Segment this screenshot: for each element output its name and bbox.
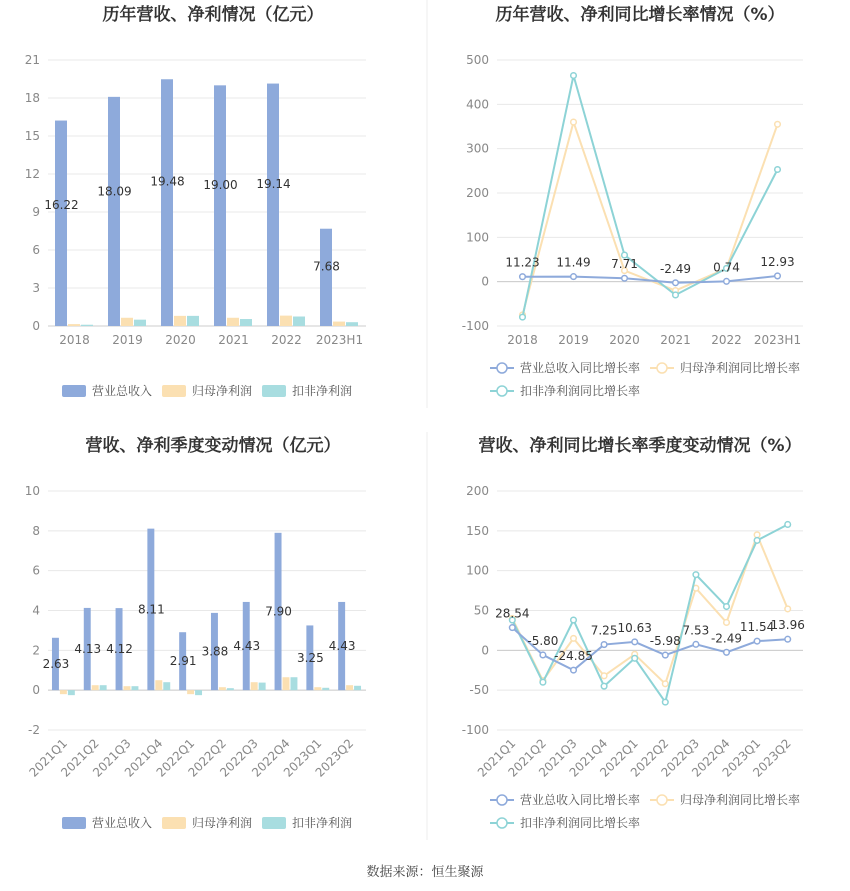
bar-data-label: 2.91: [169, 654, 197, 669]
legend-label: 归母净利润同比增长率: [680, 793, 801, 807]
y-tick-label: 21: [24, 53, 40, 67]
y-tick-label: 150: [466, 523, 489, 538]
bar-net-profit: [219, 687, 226, 690]
line-data-label: 10.63: [617, 620, 652, 635]
series-point: [785, 636, 791, 642]
series-point: [571, 667, 577, 673]
series-point: [754, 532, 760, 538]
x-tick-label: 2022Q1: [597, 736, 641, 780]
line-data-label: -5.98: [649, 634, 681, 649]
bar-deducted-profit: [240, 319, 252, 326]
x-tick-label: 2022: [711, 333, 742, 347]
y-tick-label: 0: [481, 274, 489, 289]
bar-deducted-profit: [68, 690, 75, 695]
line-data-label: 0.74: [713, 260, 740, 275]
y-tick-label: 400: [466, 97, 489, 112]
y-tick-label: 300: [466, 141, 489, 156]
bar-data-label: 16.22: [44, 197, 79, 212]
legend-marker: [497, 386, 507, 396]
legend-label: 扣非净利润: [292, 816, 353, 830]
series-point: [571, 119, 577, 125]
bar-net-profit: [92, 685, 99, 690]
series-point: [571, 617, 577, 623]
line-data-label: 11.54: [739, 620, 775, 635]
series-point: [754, 638, 760, 644]
bar-net-profit: [314, 687, 321, 690]
series-point: [693, 642, 699, 648]
y-tick-label: 200: [466, 186, 489, 200]
x-tick-label: 2023Q2: [750, 736, 794, 780]
series-point: [540, 679, 546, 685]
bar-data-label: 7.90: [265, 604, 292, 619]
series-point: [724, 620, 730, 626]
y-tick-label: 12: [24, 167, 40, 181]
series-point: [571, 636, 577, 642]
series-point: [571, 274, 577, 280]
x-tick-label: 2022Q3: [217, 736, 261, 780]
legend-swatch: [162, 385, 186, 397]
x-tick-label: 2021Q3: [536, 736, 580, 780]
bar-data-label: 4.13: [74, 642, 102, 657]
bar-deducted-profit: [100, 685, 107, 690]
line-data-label: -2.49: [710, 631, 743, 646]
bar-deducted-profit: [290, 677, 297, 690]
series-point: [571, 73, 577, 79]
y-tick-label: 50: [473, 603, 489, 618]
x-tick-label: 2021: [660, 333, 691, 347]
bar-data-label: 7.68: [313, 259, 340, 274]
series-point: [775, 121, 781, 127]
y-tick-label: 6: [32, 243, 40, 257]
y-tick-label: 0: [32, 319, 40, 333]
x-tick-label: 2022Q2: [185, 736, 230, 780]
bar-data-label: 8.11: [137, 602, 165, 617]
series-point: [632, 656, 638, 662]
y-tick-label: 0: [481, 643, 489, 658]
bar-data-label: 4.43: [233, 639, 261, 654]
legend-label: 营业总收入: [92, 384, 153, 398]
legend-marker: [657, 363, 667, 373]
bar-net-profit: [124, 686, 131, 690]
x-tick-label: 2021Q4: [121, 736, 166, 780]
series-point: [693, 572, 699, 578]
series-point: [601, 673, 607, 679]
y-tick-label: 2: [32, 643, 40, 658]
x-tick-label: 2021Q3: [90, 736, 134, 780]
bar-net-profit: [174, 316, 186, 326]
legend-marker: [497, 363, 507, 373]
series-line-deducted-profit: [512, 524, 787, 702]
x-tick-label: 2019: [558, 333, 589, 347]
bar-net-profit: [280, 316, 292, 326]
bar-revenue: [161, 79, 173, 326]
annual-growth-rate-chart: [462, 4, 803, 398]
series-point: [520, 314, 526, 320]
bar-net-profit: [155, 680, 162, 690]
line-data-label: -5.80: [527, 633, 559, 648]
quarterly-revenue-profit-chart: [25, 435, 366, 830]
x-tick-label: 2021Q2: [58, 736, 102, 780]
x-tick-label: 2020: [165, 333, 196, 347]
chart-title: 营收、净利季度变动情况（亿元）: [85, 436, 341, 456]
legend-label: 营业总收入: [92, 816, 153, 830]
series-point: [785, 522, 791, 528]
line-data-label: 7.53: [682, 623, 710, 638]
y-tick-label: 9: [32, 205, 40, 219]
series-line-net-profit: [523, 122, 778, 315]
line-data-label: 13.96: [770, 618, 805, 633]
series-point: [775, 273, 781, 279]
line-data-label: 28.54: [495, 606, 530, 621]
series-point: [724, 604, 730, 610]
x-tick-label: 2023Q2: [312, 736, 357, 780]
bar-net-profit: [227, 318, 239, 326]
x-tick-label: 2021: [218, 333, 249, 347]
y-tick-label: 4: [32, 603, 40, 618]
x-tick-label: 2018: [59, 333, 90, 347]
legend-label: 扣非净利润同比增长率: [520, 816, 641, 830]
data-source-note: 数据来源：恒生聚源: [366, 865, 484, 880]
chart-title: 历年营收、净利情况（亿元）: [102, 5, 324, 25]
bar-data-label: 4.43: [328, 639, 356, 654]
series-point: [724, 279, 730, 285]
series-point: [540, 652, 546, 658]
legend-swatch: [162, 817, 186, 829]
y-tick-label: -100: [461, 723, 489, 737]
chart-title: 营收、净利同比增长率季度变动情况（%）: [478, 436, 802, 456]
legend-marker: [497, 795, 507, 805]
bar-revenue: [320, 229, 332, 326]
bar-net-profit: [333, 322, 345, 326]
bar-net-profit: [187, 690, 194, 694]
y-tick-label: 100: [466, 563, 489, 578]
x-tick-label: 2020: [609, 333, 640, 347]
series-point: [520, 274, 526, 280]
series-point: [754, 538, 760, 544]
line-data-label: -2.49: [659, 261, 692, 276]
x-tick-label: 2022Q4: [249, 736, 293, 780]
legend-label: 营业总收入同比增长率: [520, 793, 641, 807]
y-tick-label: 8: [32, 523, 40, 538]
y-tick-label: 15: [24, 129, 40, 143]
legend-swatch: [262, 817, 286, 829]
x-tick-label: 2018: [507, 333, 538, 347]
x-tick-label: 2022Q1: [153, 736, 198, 780]
series-point: [673, 280, 679, 286]
bar-data-label: 3.88: [201, 644, 229, 659]
y-tick-label: -2: [28, 723, 40, 737]
y-tick-label: 10: [24, 484, 40, 498]
x-tick-label: 2021Q1: [26, 736, 71, 780]
bar-data-label: 19.00: [203, 177, 238, 192]
y-tick-label: -50: [469, 683, 489, 698]
bar-data-label: 2.63: [42, 656, 70, 671]
bar-revenue: [108, 97, 120, 326]
bar-deducted-profit: [354, 686, 361, 690]
series-point: [622, 275, 628, 281]
y-tick-label: -100: [461, 319, 489, 333]
bar-net-profit: [283, 677, 290, 690]
series-point: [663, 681, 669, 687]
bar-deducted-profit: [227, 688, 234, 690]
quarterly-growth-rate-chart: [462, 435, 805, 830]
bar-data-label: 4.12: [106, 642, 133, 657]
chart-title: 历年营收、净利同比增长率情况（%）: [495, 5, 785, 25]
bar-data-label: 19.48: [150, 174, 185, 189]
series-point: [775, 167, 781, 173]
bar-deducted-profit: [322, 688, 329, 690]
series-point: [663, 652, 669, 658]
bar-data-label: 3.25: [296, 650, 324, 665]
bar-deducted-profit: [195, 690, 202, 695]
legend-swatch: [62, 817, 86, 829]
legend-swatch: [262, 385, 286, 397]
bar-data-label: 19.14: [256, 176, 291, 191]
series-point: [601, 683, 607, 689]
line-data-label: 11.49: [556, 255, 591, 270]
x-tick-label: 2023H1: [315, 333, 364, 347]
x-tick-label: 2022: [271, 333, 302, 347]
x-tick-label: 2023Q1: [280, 736, 325, 780]
x-tick-label: 2021Q2: [505, 736, 550, 780]
series-point: [724, 650, 730, 656]
y-tick-label: 3: [32, 281, 40, 295]
bar-data-label: 18.09: [97, 184, 132, 199]
line-data-label: 12.93: [760, 254, 795, 269]
y-tick-label: 6: [32, 563, 40, 578]
legend-label: 归母净利润: [192, 816, 253, 830]
series-point: [632, 639, 638, 645]
x-tick-label: 2022Q2: [627, 736, 672, 780]
bar-net-profit: [121, 318, 133, 326]
x-tick-label: 2021Q1: [474, 736, 519, 780]
legend-marker: [497, 818, 507, 828]
series-point: [673, 292, 679, 298]
line-data-label: 11.23: [505, 255, 540, 270]
legend-marker: [657, 795, 667, 805]
line-data-label: 7.25: [590, 623, 618, 638]
x-tick-label: 2022Q3: [658, 736, 703, 780]
legend-swatch: [62, 385, 86, 397]
series-point: [510, 625, 516, 631]
y-tick-label: 18: [24, 91, 40, 105]
x-tick-label: 2023H1: [753, 333, 802, 347]
bar-deducted-profit: [131, 686, 138, 690]
bar-deducted-profit: [81, 325, 93, 326]
series-point: [663, 699, 669, 705]
x-tick-label: 2023Q1: [719, 736, 764, 780]
bar-deducted-profit: [346, 322, 358, 326]
x-tick-label: 2021Q4: [566, 736, 611, 780]
line-data-label: -24.85: [554, 649, 593, 664]
bar-revenue: [55, 121, 67, 326]
legend-label: 归母净利润: [192, 384, 253, 398]
y-tick-label: 0: [32, 683, 40, 698]
bar-net-profit: [251, 682, 258, 690]
bar-revenue: [214, 85, 226, 326]
line-data-label: 7.71: [611, 257, 638, 272]
annual-revenue-profit-chart: [25, 4, 366, 398]
x-tick-label: 2019: [112, 333, 143, 347]
bar-net-profit: [346, 685, 353, 690]
bar-deducted-profit: [134, 320, 146, 326]
y-tick-label: 200: [466, 484, 489, 498]
bar-deducted-profit: [293, 317, 305, 327]
y-tick-label: 100: [466, 230, 489, 245]
x-tick-label: 2022Q4: [689, 736, 733, 780]
bar-deducted-profit: [259, 683, 266, 691]
bar-net-profit: [68, 324, 80, 326]
bar-revenue: [267, 84, 279, 326]
series-point: [785, 606, 791, 612]
bar-deducted-profit: [163, 682, 170, 690]
legend-label: 扣非净利润: [292, 384, 353, 398]
legend-label: 归母净利润同比增长率: [680, 361, 801, 375]
y-tick-label: 500: [466, 53, 489, 67]
bar-deducted-profit: [187, 316, 199, 326]
legend-label: 营业总收入同比增长率: [520, 361, 641, 375]
bar-net-profit: [60, 690, 67, 694]
series-point: [601, 642, 607, 648]
legend-label: 扣非净利润同比增长率: [520, 384, 641, 398]
